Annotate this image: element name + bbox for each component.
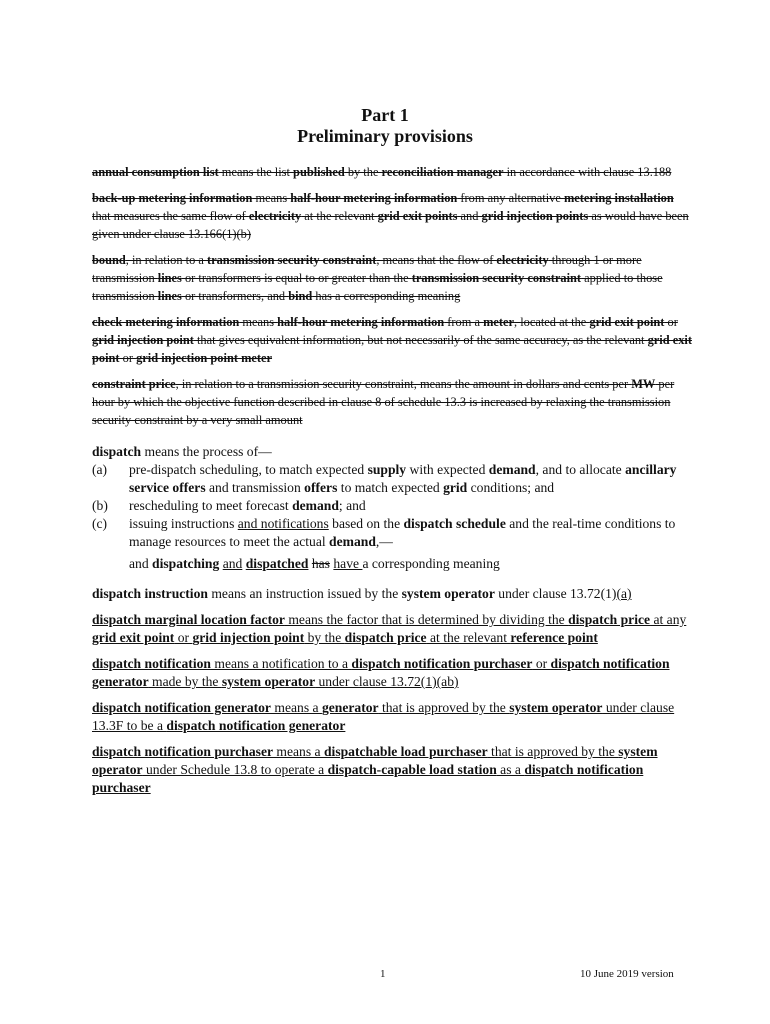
definition-back-up-metering-information: back-up metering information means half-hour metering information from any alternative metering installation that measures the same flow of electricity at the relevant grid exit points and grid injection points as would have been given under clause 13.166(1)(b) [92, 191, 689, 241]
dispatch-tail: and dispatching and dispatched has have a corresponding meaning [129, 556, 500, 571]
definition-check-metering-information: check metering information means half-hour metering information from a meter, located at the grid exit point or grid injection point that gives equivalent information, but not necessarily of the same accuracy, as the relevant grid exit point or grid injection point meter [92, 315, 692, 365]
definitions-body [92, 163, 692, 805]
list-item: (c) issuing instructions and notifications based on the dispatch schedule and the real-time conditions to manage resources to meet the actual demand,— [92, 516, 676, 549]
version-label: 10 June 2019 version [580, 968, 674, 980]
page-number: 1 [380, 968, 386, 980]
definition-dispatch [92, 443, 692, 573]
definition-dispatch-instruction: dispatch instruction means an instruction issued by the system operator under clause 13.72(1)(a) [92, 586, 632, 601]
definition-annual-consumption-list: annual consumption list means the list published by the reconciliation manager in accordance with clause 13.188 [92, 165, 672, 179]
definition-dispatch-notification-generator: dispatch notification generator means a generator that is approved by the system operator under clause 13.3F to be a dispatch notification generator [92, 700, 675, 733]
definition-dispatch-marginal-location-factor: dispatch marginal location factor means the factor that is determined by dividing the dispatch price at any grid exit point or grid injection point by the dispatch price at the relevant reference point [92, 612, 687, 645]
definition-dispatch-notification-purchaser: dispatch notification purchaser means a dispatchable load purchaser that is approved by the system operator under Schedule 13.8 to operate a dispatch-capable load station as a dispatch notification purchaser [92, 744, 658, 795]
part-heading: Part 1 [361, 105, 409, 125]
dispatch-intro: dispatch means the process of— [92, 444, 272, 459]
dispatch-list [92, 461, 692, 551]
definition-bound: bound, in relation to a transmission security constraint, means that the flow of electricity through 1 or more transmission lines or transformers is equal to or greater than the transmission security constraint applied to those transmission lines or transformers, and bind has a corresponding meaning [92, 253, 663, 303]
list-item: (a) pre-dispatch scheduling, to match expected supply with expected demand, and to allocate ancillary service offers and transmission offers to match expected grid conditions; and [92, 462, 677, 495]
list-item: (b) rescheduling to meet forecast demand; and [92, 498, 366, 513]
definition-dispatch-notification: dispatch notification means a notification to a dispatch notification purchaser or dispatch notification generator made by the system operator under clause 13.72(1)(ab) [92, 656, 670, 689]
part-title: Preliminary provisions [297, 126, 473, 146]
definition-constraint-price: constraint price, in relation to a transmission security constraint, means the amount in dollars and cents per MW per hour by which the objective function described in clause 8 of schedule 13.3 is increased by relaxing the transmission security constraint by a very small amount [92, 377, 675, 427]
